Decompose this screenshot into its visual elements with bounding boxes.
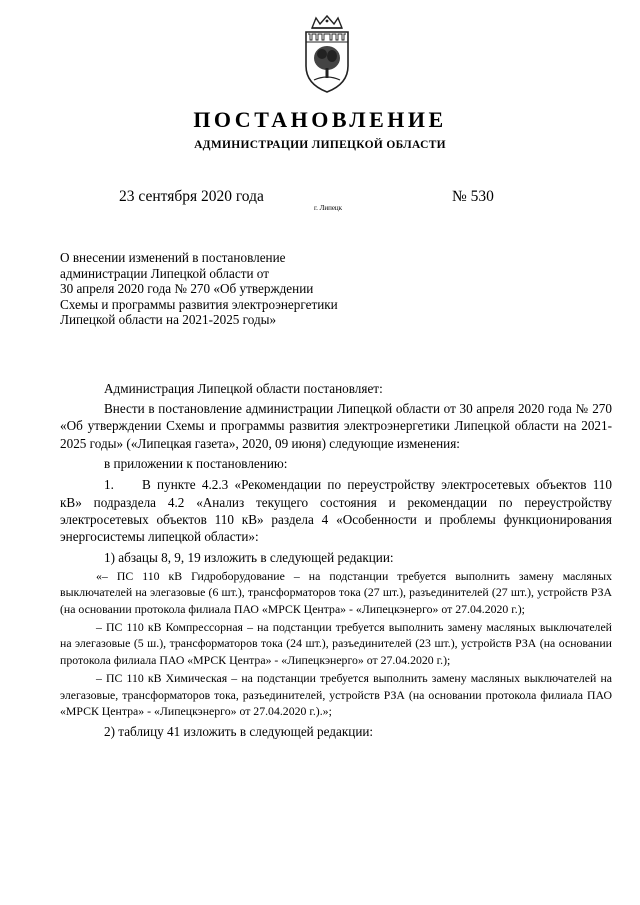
document-subject: [60, 250, 390, 328]
subject-line: Липецкой области на 2021-2025 годы»: [60, 312, 277, 327]
document-number: № 530: [452, 188, 494, 205]
paragraph-quote-3: – ПС 110 кВ Химическая – на подстанции требуется выполнить замену масляных выключателей на элегазовые, трансформаторов тока, разъединителей, устройств РЗА (на основании протокола филиала ПАО «МРСК Центра» - «Липецкэнерго» от 27.04.2020 г.).»;: [60, 671, 612, 719]
document-title: ПОСТАНОВЛЕНИЕ: [193, 107, 447, 132]
document-subtitle: АДМИНИСТРАЦИИ ЛИПЕЦКОЙ ОБЛАСТИ: [194, 139, 446, 151]
paragraph-amendment: Внести в постановление администрации Липецкой области от 30 апреля 2020 года № 270 «Об утверждении Схемы и программы развития электроэнергетики Липецкой области на 2021-2025 годы» («Липецкая газета», 2020, 09 июня) следующие изменения:: [60, 401, 612, 451]
subject-line: О внесении изменений в постановление: [60, 250, 286, 265]
coat-of-arms-icon: [298, 14, 356, 94]
subject-line: администрации Липецкой области от: [60, 265, 269, 281]
paragraph-preamble: Администрация Липецкой области постановляет:: [104, 381, 383, 396]
subject-line: 30 апреля 2020 года № 270 «Об утверждении: [60, 281, 314, 296]
subject-line: Схемы и программы развития электроэнергетики: [60, 296, 338, 312]
document-body: [60, 380, 612, 740]
paragraph-subitem-1: 1) абзацы 8, 9, 19 изложить в следующей редакции:: [104, 549, 394, 565]
paragraph-subitem-2: 2) таблицу 41 изложить в следующей редакции:: [104, 723, 374, 739]
document-city: г. Липецк: [314, 204, 343, 212]
item-text: В пункте 4.2.3 «Рекомендации по переустройству электросетевых объектов 110 кВ» подраздела 4.2 «Анализ текущего состояния и рекомендации по переустройству электросетевых объектов 110 кВ» раздела 4 «Особенности и проблемы функционирования энергосистемы липецкой области»:: [60, 477, 612, 545]
item-number: 1.: [104, 477, 114, 493]
document-date: 23 сентября 2020 года: [119, 188, 264, 205]
paragraph-quote-1: «– ПС 110 кВ Гидроборудование – на подстанции требуется выполнить замену масляных выключателей на элегазовые (6 шт.), трансформаторов тока (27 шт.), разъединителей (27 шт.), устройств РЗА (на основании протокола филиала ПАО «МРСК Центра» - «Липецкэнерго» от 27.04.2020 г.);: [60, 568, 612, 616]
paragraph-item-1: [60, 476, 612, 546]
paragraph-appendix: в приложении к постановлению:: [104, 456, 288, 472]
paragraph-quote-2: – ПС 110 кВ Компрессорная – на подстанции требуется выполнить замену масляных выключателей на элегазовые (5 ш.), трансформаторов тока (24 шт.), разъединителей (23 шт.), устройств РЗА (на основании протокола филиала ПАО «МРСК Центра» - «Липецкэнерго» от 27.04.2020 г.);: [60, 620, 612, 667]
